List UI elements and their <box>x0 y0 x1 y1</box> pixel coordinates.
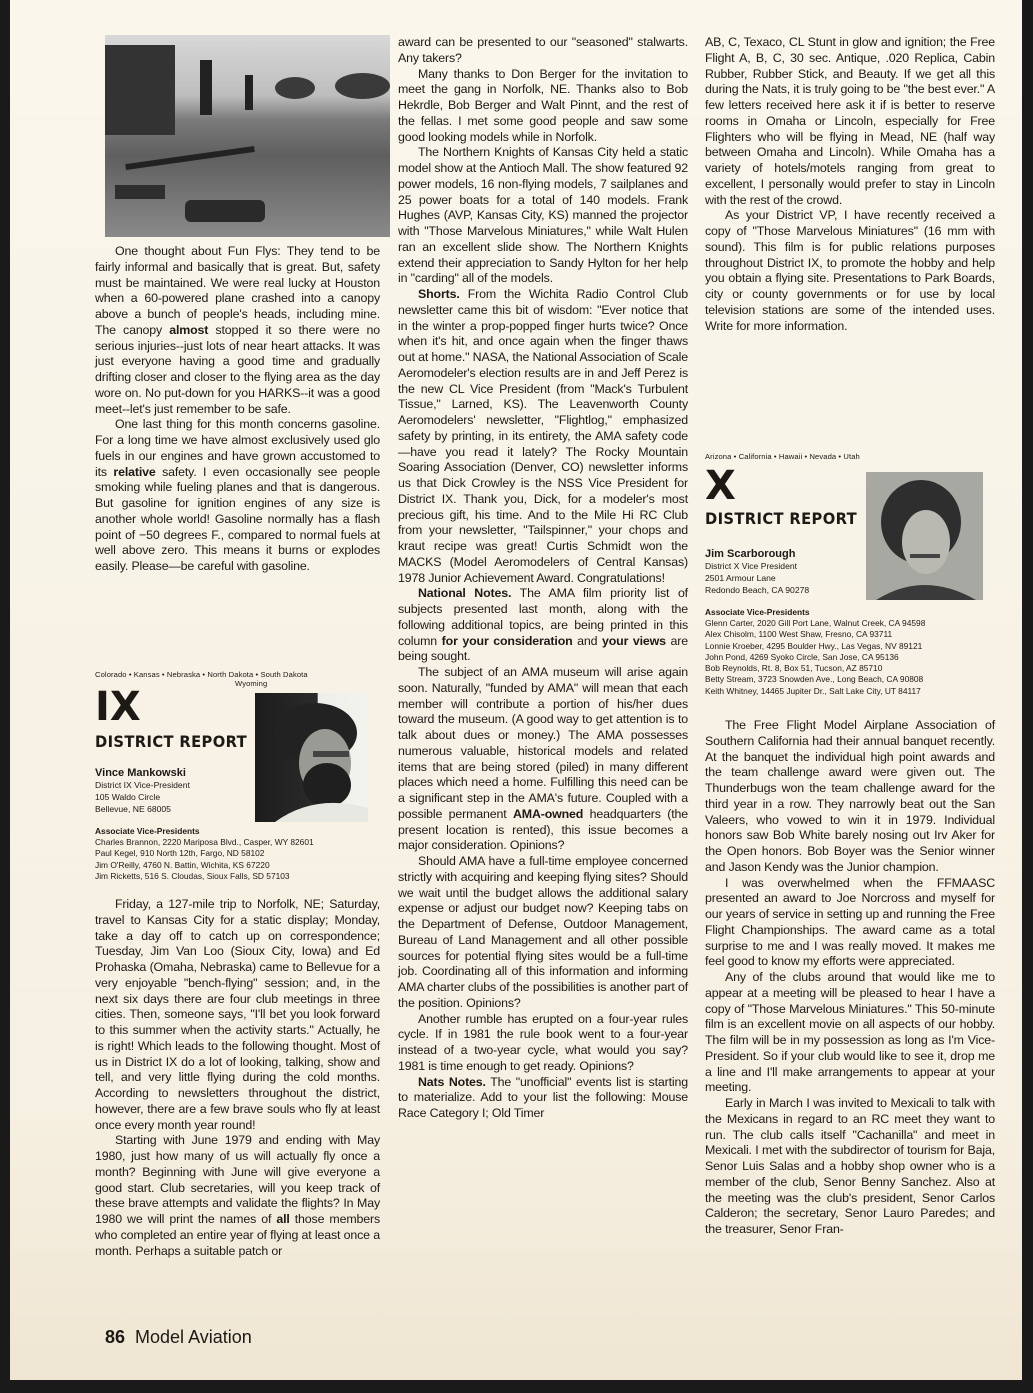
bold-text: almost <box>169 322 209 337</box>
paragraph-text: The AMA film priority list of subjects presented last month, along with the following additional topics, are being printed in this column <box>398 586 688 648</box>
associate-entry: Lonnie Kroeber, 4295 Boulder Hwy., Las Vegas, NV 89121 <box>705 640 923 651</box>
paragraph-text: The Northern Knights of Kansas City held a static model show at the Antioch Mall. The show featured 92 power models, 16 non-flying models, 7 sailplanes and 25 power boats for a total of 140 models. Frank Hughes (AVP, Kansas City, KS) manned the projector with "Those Marvelous Miniatures," while Walt Hulen ran an excellent slide show. The Northern Knights extend their appreciation to Sandy Hylton for her help in "carding" all of the models. <box>398 145 688 286</box>
column3-top-text <box>705 35 995 334</box>
article-paragraph <box>398 67 688 146</box>
paragraph-text: Starting with June 1979 and ending with May 1980, just how many of us will actually fly once a month? Beginning with June will give everyone a good start. Club secretaries, will you keep track of these brave attempts and validate the flights? In May 1980 we will print the names of <box>95 1133 380 1226</box>
article-paragraph <box>705 718 995 876</box>
article-paragraph <box>398 145 688 287</box>
vp-address-line2: Redondo Beach, CA 90278 <box>705 585 810 595</box>
page-number: 86 <box>105 1327 126 1347</box>
district-report-title: DISTRICT REPORT <box>705 509 858 528</box>
bold-text: relative <box>113 464 156 479</box>
associates-heading: Associate Vice-Presidents <box>705 607 810 617</box>
page-footer <box>105 1327 252 1348</box>
bold-text: your views <box>602 633 666 648</box>
paragraph-text: As your District VP, I have recently received a copy of "Those Marvelous Miniatures" (16 mm with sound). This film is for public relations purposes throughout District IX, to promote the hobby and help you obtain a flying site. Presentations to Park Boards, city or county governments or for use by local television stations are some of the intended uses. Write for more information. <box>705 208 995 333</box>
paragraph-text: Any of the clubs around that would like me to appear at a meeting will be pleased to hear I have a copy of "Those Marvelous Miniatures." This 50-minute film is an excellent movie on all aspects of our hobby. The film will be in my possession as long as I'm Vice-President. So if your club would like to see it, drop me a line and I'll make arrangements to appear at your meeting. <box>705 970 995 1095</box>
paragraph-text: Many thanks to Don Berger for the invitation to meet the gang in Norfolk, NE. Thanks also to Bob Hekrdle, Bob Berger and Walt Pinnt, and the rest of the fellas. I met some good people and saw some good looking models while in Norfolk. <box>398 66 688 144</box>
district-states: Colorado • Kansas • Nebraska • North Dakota • South Dakota <box>95 670 308 679</box>
paragraph-text: One thought about Fun Flys: They tend to be fairly informal and basically that is great. But, safety must be maintained. We were real lucky at Houston when a 60-powered plane crashed into a canopy above a bunch of people's heads, including mine. The canopy <box>95 244 380 337</box>
associate-entry: Alex Chisolm, 1100 West Shaw, Fresno, CA 93711 <box>705 629 893 640</box>
vp-address-line1: 2501 Armour Lane <box>705 573 776 583</box>
magazine-title: Model Aviation <box>135 1327 252 1347</box>
article-paragraph <box>398 854 688 1012</box>
article-paragraph <box>398 35 688 67</box>
article-paragraph <box>398 287 688 586</box>
associate-entry: Charles Brannon, 2220 Mariposa Blvd., Casper, WY 82601 <box>95 837 314 847</box>
associate-entry: John Pond, 4269 Syoko Circle, San Jose, CA 95136 <box>705 651 899 662</box>
paragraph-text: AB, C, Texaco, CL Stunt in glow and ignition; the Free Flight A, B, C, 30 sec. Antique, .020 Replica, Cabin Rubber, Rubber Stick, and Beauty. If we get all this during the Nats, it is truly going to be "the best ever." A few letters received here ask it if is better to reserve rooms in Omaha or Lincoln, especially for Free Flighters who will be flying in Mead, NE (half way between Omaha and Lincoln). While Omaha has a variety of hotels/motels ranging from great to excellent, I personally would prefer to stay in Lincoln with the rest of the crowd. <box>705 35 995 207</box>
article-paragraph <box>398 1075 688 1122</box>
vp-address-line2: Bellevue, NE 68005 <box>95 804 171 814</box>
bold-text: all <box>276 1212 290 1226</box>
paragraph-text: safety. I even occasionally see people smoking while fueling planes and that is dangerous. But gasoline for ignition engines of any size is another whole world! Gasoline normally has a flash point of −50 degrees F., compared to normal fuels at well above zero. This means it burns or explodes easily. Please—be careful with gasoline. <box>95 464 380 573</box>
bold-text: for your consideration <box>441 633 573 648</box>
article-paragraph <box>95 244 380 417</box>
paragraph-text: One last thing for this month concerns gasoline. For a long time we have almost exclusively used glo fuels in our engines and have grown accustomed to its <box>95 417 380 479</box>
paragraph-text: From the Wichita Radio Control Club newsletter came this bit of wisdom: "Ever notice that in the winter a prop-popped finger hurts twice? Once when it's hit, and once again when the finger thaws out at home." NASA, the National Association of Scale Aeromodeler's election results are in and Jeff Perez is the new CL Vice President (from "Mack's Turbulent Tissue," Larned, KS). The Leavenworth County Aeromodelers' newsletter, "Flightlog," emphasized safety by printing, in its entirety, the AMA safety code—have you read it lately? The Rocky Mountain Soaring Association (Denver, CO) newsletter informs us that Dick Crowley is the NSS Vice President for District IX. Thank you, Dick, for a modeler's most precious gift, his time. And to the Mile Hi RC Club from your newsletter, "Tailspinner," your chops and kraut recipe was great! Curtis Schmidt won the MACKS (Model Aeromodelers of Central Kansas) 1978 Junior Achievement Award. Congratulations! <box>398 287 688 585</box>
paragraph-text: Should AMA have a full-time employee concerned strictly with acquiring and keeping flying sites? Should we wait until the budget allows the additional salary expense or adjust our budget now? Keeping tabs on the Department of Defense, Outdoor Management, Bureau of Land Management and all other possible sources for potential flying sites would be a full-time job. Coordinating all of this information and informing AMA charter clubs of the possibilities is another part of the position. Opinions? <box>398 854 688 1010</box>
article-paragraph <box>398 1012 688 1075</box>
column1-bottom-text <box>95 897 380 1259</box>
paragraph-text: Friday, a 127-mile trip to Norfolk, NE; Saturday, travel to Kansas City for a static display; Monday, take a day off to catch up on correspondence; Tuesday, Jim Van Loo (Sioux City, Iowa) and Ed Prohaska (Omaha, Nebraska) came to Bellevue for a very enjoyable "bench-flying" session; and, in the next six days there are four club meetings in three cities. Then, someone says, "I'll bet you look forward to this summer when the activity starts." Actually, he is right! Which leads to the following thought. Most of us in District IX do a lot of looking, talking, show and tell, and very little flying during the cold months. According to newsletters throughout the district, however, there are a few brave souls who fly at least once every month year round! <box>95 897 380 1132</box>
column2-text <box>398 35 688 1122</box>
column3-bottom-text <box>705 718 995 1238</box>
article-paragraph <box>705 876 995 971</box>
bold-text: AMA-owned <box>512 806 584 821</box>
paragraph-text: I was overwhelmed when the FFMAASC presented an award to Joe Norcross and myself for our years of service in setting up and running the Free Flight Championships. The award came as a total surprise to me and I was really moved. It makes me feel good to know my efforts were appreciated. <box>705 875 995 969</box>
article-paragraph <box>398 586 688 665</box>
vp-address-line1: 105 Waldo Circle <box>95 792 161 802</box>
associates-heading: Associate Vice-Presidents <box>95 826 200 836</box>
associate-entry: Paul Kegel, 910 North 12th, Fargo, ND 58102 <box>95 848 265 859</box>
vp-name: Jim Scarborough <box>705 548 796 560</box>
article-paragraph <box>398 665 688 854</box>
paragraph-text: The "unofficial" events list is starting to materialize. Add to your list the following: Mouse Race Category I; Old Timer <box>398 1074 688 1120</box>
article-paragraph <box>705 208 995 334</box>
article-paragraph <box>705 970 995 1096</box>
article-paragraph <box>95 897 380 1133</box>
vp-portrait-photo <box>255 693 368 822</box>
column1-top-text <box>95 244 380 575</box>
vp-portrait-photo <box>866 472 983 600</box>
magazine-page <box>10 0 1022 1380</box>
bold-text: National Notes. <box>418 586 512 601</box>
associate-entry: Jim O'Reilly, 4760 N. Battin, Wichita, KS 67220 <box>95 859 270 870</box>
article-paragraph <box>95 1133 380 1259</box>
paragraph-text: headquarters (the present location is rented), this issue becomes a major consideration. Opinions? <box>398 806 688 853</box>
paragraph-text: stopped it so there were no serious injuries--just lots of near heart attacks. It was just everyone having a good time and gradually drifting closer and closer to the flying area as the day wore on. No put-down for you HARKS--it was a good meet--let's just remember to be safe. <box>95 322 380 416</box>
paragraph-text: The Free Flight Model Airplane Association of Southern California had their annual banquet recently. At the banquet the individual high point awards and the team challenge award were given out. The Thunderbugs won the team challenge award for the third year in a row. They narrowly beat out the San Valeers, who vowed to win it in 1979. Individual honors saw Bob White barely nosing out Irv Aker for the Open honors. Bob Boyer was the Senior winner and Jason Kendy was the Junior champion. <box>705 718 995 874</box>
associate-entry: Betty Stream, 3723 Snowden Ave., Long Beach, CA 90808 <box>705 674 924 685</box>
paragraph-text: Early in March I was invited to Mexicali to talk with the Mexicans in regard to an RC meet they want to run. The club calls itself "Cachanilla" and meet in Mexicali. I met with the subdirector of tourism for Baja, Senor Luis Salas and a hobby shop owner who is a member of the club, Senor Benny Sanchez. Also at the meeting was the club's president, Senor Carlos Calderon; the secretary, Senor Lauro Paredes; and the treasurer, Senor Fran- <box>705 1096 995 1236</box>
vp-name: Vince Mankowski <box>95 767 186 779</box>
paragraph-text: those members who completed an entire year of flying at least once a month. Perhaps a suitable patch or <box>95 1212 380 1258</box>
paragraph-text: and <box>572 633 603 648</box>
associates-list <box>95 837 385 882</box>
associate-entry: Glenn Carter, 2020 Gill Port Lane, Walnut Creek, CA 94598 <box>705 618 926 628</box>
article-paragraph <box>705 1096 995 1238</box>
district-numeral: IX <box>95 684 141 730</box>
paragraph-text: Another rumble has erupted on a four-year rules cycle. If in 1981 the rule book went to a four-year instead of a two-year cycle, what would you say? 1981 is time enough to get ready. Opinions? <box>398 1011 688 1073</box>
bold-text: Nats Notes. <box>418 1074 486 1089</box>
district-states-line2: Wyoming <box>235 679 268 688</box>
flying-field-photo <box>105 35 390 237</box>
district-states: Arizona • California • Hawaii • Nevada • Utah <box>705 452 860 461</box>
associate-entry: Keith Whitney, 14465 Jupiter Dr., Salt Lake City, UT 84117 <box>705 685 921 696</box>
vp-title: District IX Vice-President <box>95 780 190 790</box>
paragraph-text: award can be presented to our "seasoned" stalwarts. Any takers? <box>398 35 688 65</box>
article-paragraph <box>95 417 380 575</box>
paragraph-text: The subject of an AMA museum will arise again soon. Naturally, "funded by AMA" will mean that each member will contribute a portion of his/her dues toward the museum. (A good way to get attention is to talk about dues or money.) The AMA possesses numerous valuable, historical models and related items that are being stored (piled) in many different places which need a home. Fulfilling this need can be a significant step in the AMA's future. Coupled with a possible permanent <box>398 665 688 821</box>
article-paragraph <box>705 35 995 208</box>
district-report-title: DISTRICT REPORT <box>95 732 248 751</box>
associate-entry: Jim Ricketts, 516 S. Cloudas, Sioux Falls, SD 57103 <box>95 870 290 881</box>
vp-title: District X Vice President <box>705 561 798 571</box>
associate-entry: Bob Reynolds, Rt. 8, Box 51, Tucson, AZ 85710 <box>705 663 883 674</box>
associates-list <box>705 618 995 697</box>
bold-text: Shorts. <box>418 287 460 301</box>
paragraph-text: are being sought. <box>398 633 688 664</box>
district-numeral: X <box>705 463 736 509</box>
